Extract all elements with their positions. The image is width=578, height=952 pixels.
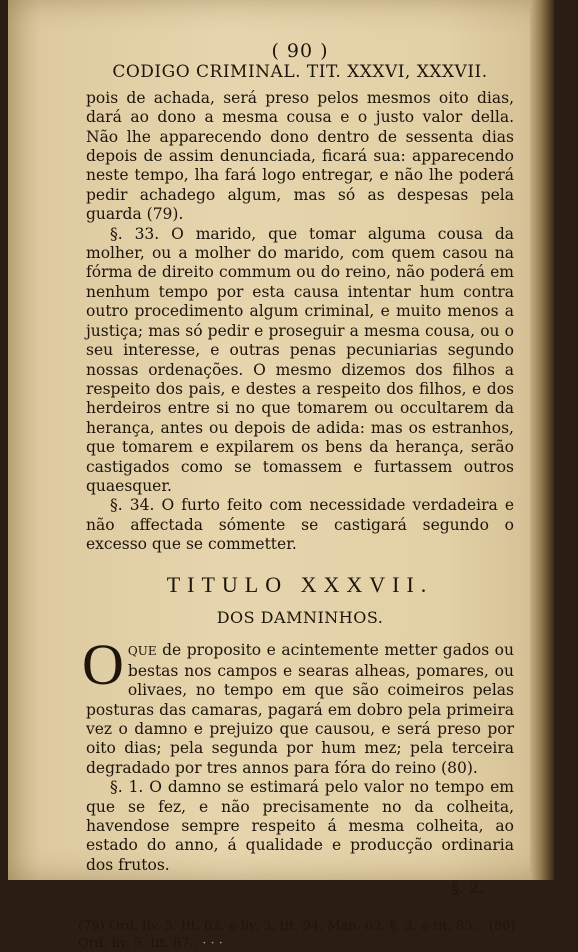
paragraph-section-1: §. 1. O damno se estimará pelo valor no tempo em que se fez, e não precisamente no da colheita, havendose sempre respeito á mesma colheita, ao estado do anno, á qualidade e producção ordinaria dos frutos. — [86, 778, 514, 874]
book-spine — [530, 0, 554, 880]
book-page — [8, 0, 554, 951]
footnote-rule — [78, 913, 520, 914]
paragraph-continuation: pois de achada, será preso pelos mesmos oito dias, dará ao dono a mesma cousa e o justo valor della. Não lhe apparecendo dono dentro de sessenta dias depois de assim denunciada, ficará sua: apparecendo neste tempo, lha fará logo entregar, e não lhe poderá pedir achadego algum, mas só as despesas pela guarda (79). — [86, 88, 514, 224]
section-subtitle: DOS DAMNINHOS. — [216, 607, 384, 627]
paragraph-section-33: §. 33. O marido, que tomar alguma cousa da molher, ou a molher do marido, com quem casou na fórma de direito commum ou do reino, não poderá em nenhum tempo por esta causa intentar hum contra outro procedimento algum criminal, e muito menos a justiça; mas só pedir e proseguir a mesma cousa, ou o seu interesse, e outras penas pecuniarias segundo nossas ordenações. O mesmo dizemos dos filhos a respeito dos pais, e destes a respeito dos filhos, e dos herdeiros entre si no que tomarem ou occultarem da herança, antes ou depois de adida: mas os estranhos, que tomarem e expilarem os bens da herança, serão castigados como se tomassem e furtassem outros quaesquer. — [86, 224, 514, 495]
paragraph-title-37-intro — [82, 632, 514, 778]
faint-bleedthrough: · · · — [202, 935, 223, 951]
footnote-80: (80) Ord. liv. 5. tit. 87., — [78, 918, 516, 951]
footnote-79: (79) Ord. liv. 5. tit. 62. e liv. 3. tit. 94. Man. 62. §. 2. e tit. 85. — [78, 918, 477, 934]
intro-text: de proposito e acintemente metter gados ou bestas nos campos e searas alheas, pomares, ou olivaes, no tempo em que são coimeiros pelas posturas das camaras, pagará em dobro pela primeira vez o damno e prejuizo que causou, e será preso por oito dias; pela segunda por hum mez; pela terceira degradado por tres annos para fóra do reino (80). — [86, 641, 514, 777]
footnotes — [78, 918, 520, 952]
page-number: ( 90 ) — [271, 40, 329, 62]
section-title: TITULO XXXVII. — [166, 571, 434, 597]
paragraph-section-34: §. 34. O furto feito com necessidade verdadeira e não affectada sómente se castigará segundo o excesso que se commetter. — [86, 496, 514, 554]
page-content — [78, 40, 516, 952]
drop-cap: O — [82, 632, 124, 698]
lead-word: QUE — [127, 644, 157, 659]
running-head: CODIGO CRIMINAL. TIT. XXXVI, XXXVII. — [112, 62, 488, 83]
catchword: §. 2. — [451, 879, 484, 898]
